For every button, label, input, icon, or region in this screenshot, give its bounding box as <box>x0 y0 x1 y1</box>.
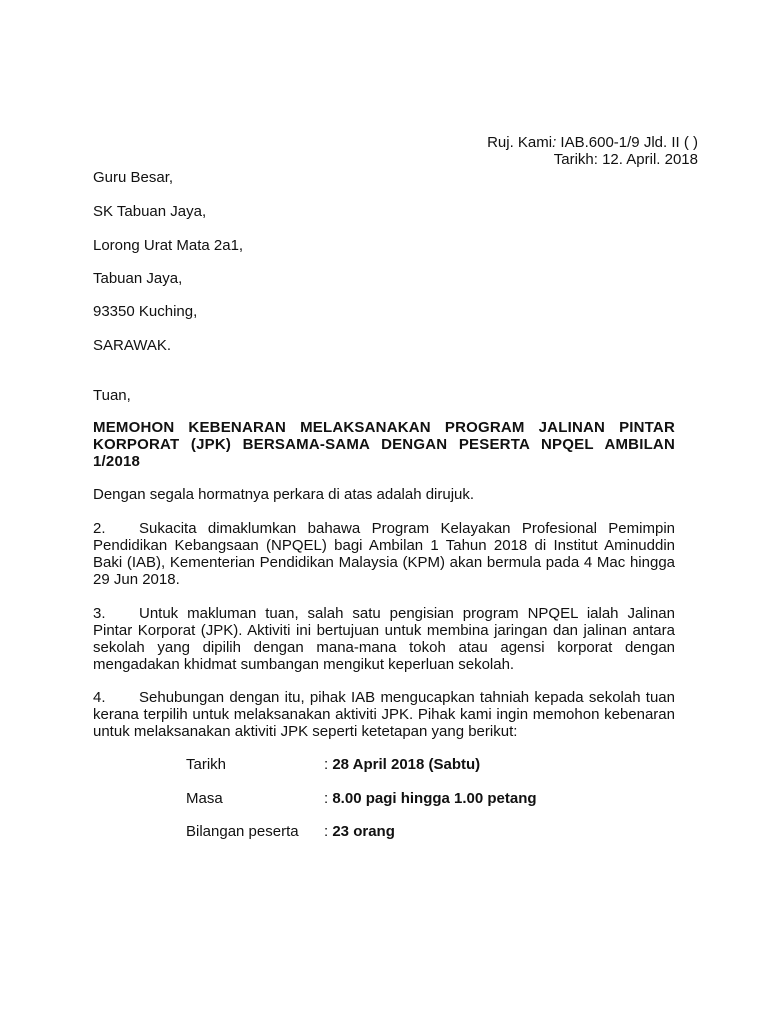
recipient-line-2: SK Tabuan Jaya, <box>93 203 207 220</box>
reference-value: IAB.600-1/9 Jld. II ( ) <box>556 134 698 151</box>
paragraph-text: Sehubungan dengan itu, pihak IAB mengucapkan tahniah kepada sekolah tuan kerana terpilih untuk melaksanakan aktiviti JPK. Pihak kami ingin memohon kebenaran untuk melaksanakan aktiviti JPK seperti ketetapan yang berikut: <box>93 689 675 740</box>
detail-label-date: Tarikh <box>186 756 227 773</box>
detail-value-text: 23 orang <box>332 823 395 840</box>
recipient-line-5: 93350 Kuching, <box>93 303 198 320</box>
reference-line <box>487 134 698 151</box>
detail-separator: : <box>324 790 333 807</box>
detail-value-date <box>324 756 480 773</box>
detail-separator: : <box>324 823 333 840</box>
detail-separator: : <box>324 756 333 773</box>
reference-prefix: Ruj. Kami <box>487 134 553 151</box>
opening-line: Dengan segala hormatnya perkara di atas adalah dirujuk. <box>93 486 475 503</box>
recipient-line-4: Tabuan Jaya, <box>93 270 183 287</box>
salutation: Tuan, <box>93 387 131 404</box>
recipient-line-1: Guru Besar, <box>93 169 174 186</box>
detail-label-time: Masa <box>186 790 223 807</box>
paragraph-number: 2. <box>93 520 106 537</box>
letter-date: Tarikh: 12. April. 2018 <box>553 151 698 168</box>
recipient-line-3: Lorong Urat Mata 2a1, <box>93 237 244 254</box>
reference-colon: : <box>552 134 557 151</box>
paragraph-text: Untuk makluman tuan, salah satu pengisian program NPQEL ialah Jalinan Pintar Korporat (JPK). Aktiviti ini bertujuan untuk membina jaringan dan jalinan antara sekolah yang dipilih dengan mana-mana tokoh atau agensi korporat dengan mengadakan khidmat sumbangan mengikut keperluan sekolah. <box>93 605 675 673</box>
paragraph-number: 4. <box>93 689 106 706</box>
detail-label-participants: Bilangan peserta <box>186 823 299 840</box>
detail-value-text: 8.00 pagi hingga 1.00 petang <box>332 790 537 807</box>
detail-value-text: 28 April 2018 (Sabtu) <box>332 756 481 773</box>
detail-value-time <box>324 790 537 807</box>
detail-value-participants <box>324 823 395 840</box>
paragraph-3 <box>93 605 675 673</box>
paragraph-text: Sukacita dimaklumkan bahawa Program Kelayakan Profesional Pemimpin Pendidikan Kebangsaan (NPQEL) bagi Ambilan 1 Tahun 2018 di Institut Aminuddin Baki (IAB), Kementerian Pendidikan Malaysia (KPM) akan bermula pada 4 Mac hingga 29 Jun 2018. <box>93 520 675 588</box>
paragraph-number: 3. <box>93 605 106 622</box>
paragraph-4 <box>93 689 675 740</box>
recipient-line-6: SARAWAK. <box>93 337 172 354</box>
letter-subject: MEMOHON KEBENARAN MELAKSANAKAN PROGRAM JALINAN PINTAR KORPORAT (JPK) BERSAMA-SAMA DENGAN PESERTA NPQEL AMBILAN 1/2018 <box>93 419 675 470</box>
paragraph-2 <box>93 520 675 588</box>
